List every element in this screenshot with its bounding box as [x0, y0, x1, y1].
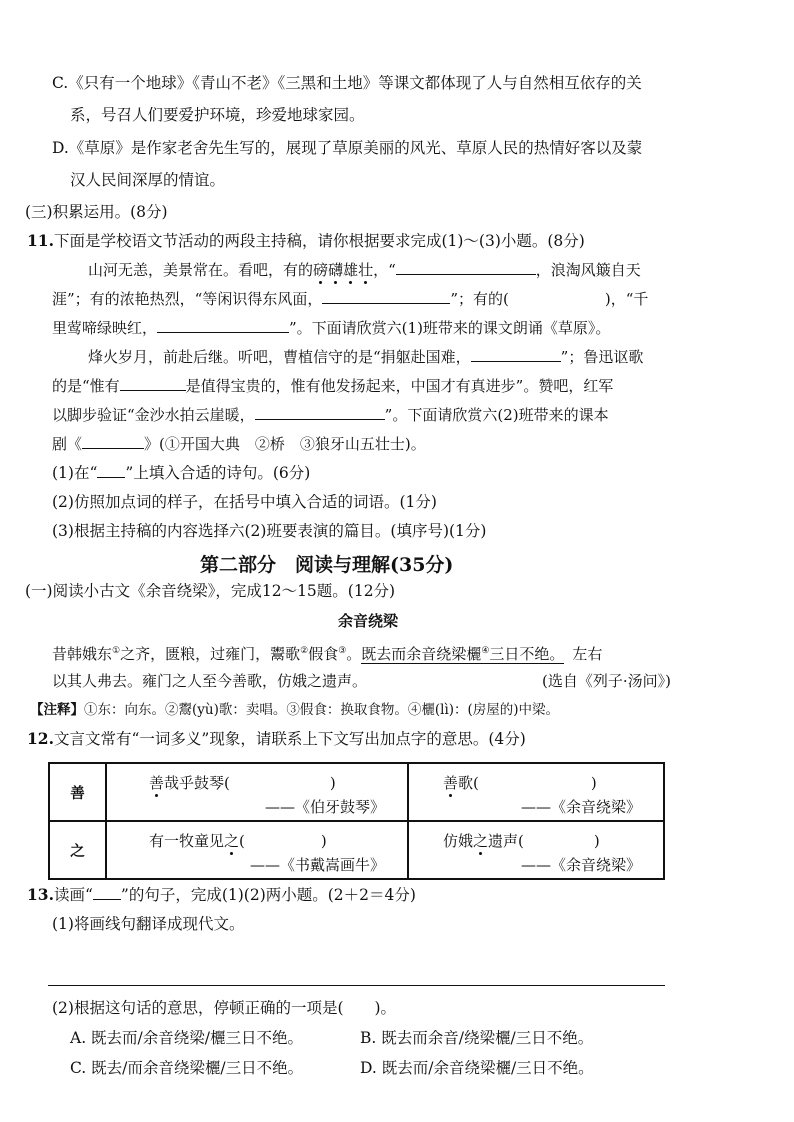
s1-a: (1)在“ — [52, 464, 98, 482]
story-u2: 三日不绝。 — [489, 645, 565, 663]
cell-source: ——《余音绕梁》 — [520, 798, 641, 816]
cell-text-a: 有一牧童见 — [149, 832, 225, 850]
p2-e: 以脚步验证“金沙水拍云崖暖， — [52, 406, 255, 424]
dotted-char: 善 — [443, 774, 459, 792]
dotted-char: 壮 — [358, 261, 374, 279]
story-e: 左右 — [572, 645, 603, 663]
dotted-char: 礴 — [328, 261, 344, 279]
q13-a: 读画“ — [53, 886, 93, 904]
option-d-line2: 汉人民间深厚的情谊。 — [70, 171, 226, 189]
question-13 — [27, 884, 416, 906]
sub-question-3: (3)根据主持稿的内容选择六(2)班要表演的篇目。(填序号)(1分) — [52, 522, 487, 540]
script-p1-line3 — [52, 317, 610, 339]
script-p2-line2 — [52, 375, 613, 397]
cell-source: ——《书戴嵩画牛》 — [249, 856, 385, 874]
cell-source: ——《伯牙鼓琴》 — [264, 798, 385, 816]
blank-4[interactable] — [471, 346, 561, 362]
blank-3[interactable] — [157, 317, 289, 333]
note-ref-4: ④ — [481, 646, 490, 656]
p1-f: )，“千 — [604, 290, 649, 308]
story-line1 — [52, 640, 602, 665]
close-paren: ) — [590, 774, 597, 792]
question-12 — [27, 728, 526, 750]
cell-text-b: 遗声( — [488, 832, 524, 850]
close-paren: ) — [329, 774, 336, 792]
p1-a: 山河无恙，美景常在。看吧，有的 — [88, 261, 314, 279]
p1-c: ，浪淘风簸自天 — [535, 261, 641, 279]
story-title: 余音绕梁 — [338, 612, 399, 630]
p2-h: 》(①开国大典 ②桥 ③狼牙山五壮士)。 — [144, 435, 426, 453]
option-c-line2: 系，号召人们要爱护环境，珍爱地球家园。 — [70, 106, 365, 124]
p2-d: 是值得宝贵的，惟有他发扬起来，中国才有真进步”。赞吧，红军 — [185, 377, 614, 395]
p2-b: ”；鲁迅讴歌 — [560, 348, 644, 366]
q13-sub-1: (1)将画线句翻译成现代文。 — [52, 915, 245, 933]
story-line2: 以其人弗去。雍门之人至今善歌，仿娥之遗声。 — [52, 672, 368, 690]
blank-7[interactable] — [82, 433, 144, 449]
option-d-line1: D.《草原》是作家老舍先生写的，展现了草原美丽的风光、草原人民的热情好客以及蒙 — [52, 139, 643, 157]
story-a: 昔韩娥东 — [52, 645, 113, 663]
sub-question-1 — [52, 462, 310, 484]
question-11 — [27, 230, 585, 252]
question-11-number: 11. — [27, 231, 54, 250]
script-p2-line3 — [52, 404, 609, 426]
dotted-char: 善 — [149, 774, 165, 792]
note-text: ①东：向东。②鬻(yù)歌：卖唱。③假食：换取食物。④欐(lì)：(房屋的)中梁。 — [84, 702, 560, 718]
p1-e: ”；有的( — [450, 290, 509, 308]
sub-question-2: (2)仿照加点词的样子，在括号中填入合适的词语。(1分) — [52, 493, 437, 511]
choice-d[interactable]: D. 既去而/余音绕梁欐/三日不绝。 — [360, 1059, 594, 1077]
p1-g: 里莺啼绿映红， — [52, 319, 158, 337]
choice-c[interactable]: C. 既去/而余音绕梁欐/三日不绝。 — [70, 1059, 304, 1077]
dotted-char: 雄 — [343, 261, 359, 279]
script-p2-line1 — [88, 346, 643, 368]
p1-d: 涯”；有的浓艳热烈，“等闲识得东风面， — [52, 290, 323, 308]
blank-2[interactable] — [322, 288, 450, 304]
sample-blank — [97, 462, 125, 478]
note-ref-3: ③ — [338, 646, 347, 656]
p2-f: ”。下面请欣赏六(2)班带来的课本 — [384, 406, 609, 424]
close-paren: ) — [320, 832, 327, 850]
table-key-zhi: 之 — [49, 821, 106, 879]
q12-text: 文言文常有“一词多义”现象，请联系上下文写出加点字的意思。(4分) — [53, 730, 526, 748]
script-p2-line4 — [52, 433, 426, 455]
table-cell — [106, 763, 408, 821]
p2-a: 烽火岁月，前赴后继。听吧，曹植信守的是“捐躯赴国难， — [88, 348, 471, 366]
part-2-title: 第二部分 阅读与理解(35分) — [200, 554, 454, 576]
script-p1-line2 — [52, 288, 648, 310]
cell-text-a: 仿娥 — [443, 832, 474, 850]
underlined-sentence — [361, 645, 564, 664]
cell-text-b: 哉乎鼓琴( — [164, 774, 230, 792]
table-row — [49, 821, 664, 879]
choice-a[interactable]: A. 既去而/余音绕梁/欐三日不绝。 — [70, 1029, 303, 1047]
cell-text — [149, 772, 336, 793]
story-u1: 既去而余音绕梁欐 — [361, 645, 482, 663]
note-ref-2: ② — [300, 646, 309, 656]
dotted-char: 之 — [473, 832, 489, 850]
section-3-heading: (三)积累运用。(8分) — [25, 203, 168, 221]
q13-number: 13. — [27, 885, 54, 904]
story-b: 之齐，匮粮，过雍门，鬻歌 — [120, 645, 301, 663]
question-11-text: 下面是学校语文节活动的两段主持稿，请你根据要求完成(1)～(3)小题。(8分) — [53, 232, 585, 250]
dotted-char: 磅 — [313, 261, 329, 279]
note-ref-1: ① — [112, 646, 121, 656]
story-c: 假食 — [308, 645, 339, 663]
table-row — [49, 763, 664, 821]
answer-line[interactable] — [48, 985, 665, 986]
story-d: 。 — [346, 645, 362, 663]
note-label: 【注释】 — [30, 702, 84, 718]
q13-sub-2: (2)根据这句话的意思，停顿正确的一项是( )。 — [52, 999, 397, 1017]
cell-text-b: 歌( — [458, 774, 479, 792]
table-cell — [106, 821, 408, 879]
s1-b: ”上填入合适的诗句。(6分) — [125, 464, 311, 482]
cell-text-b: ( — [239, 832, 245, 850]
reading-1-heading: (一)阅读小古文《余音绕梁》，完成12～15题。(12分) — [25, 582, 396, 600]
close-paren: ) — [593, 832, 600, 850]
cell-source: ——《余音绕梁》 — [520, 856, 641, 874]
blank-1[interactable] — [396, 259, 536, 275]
blank-6[interactable] — [255, 404, 385, 420]
blank-5[interactable] — [120, 375, 186, 391]
cell-text — [443, 772, 597, 793]
polysemy-table — [48, 762, 665, 880]
p1-h: ”。下面请欣赏六(1)班带来的课文朗诵《草原》。 — [289, 319, 611, 337]
q12-number: 12. — [27, 729, 54, 748]
p2-c: 的是“惟有 — [52, 377, 120, 395]
table-key-shan: 善 — [49, 763, 106, 821]
option-c-line1: C.《只有一个地球》《青山不老》《三黑和土地》等课文都体现了人与自然相互依存的关 — [52, 74, 642, 92]
q13-b: ”的句子，完成(1)(2)两小题。(2＋2＝4分) — [120, 886, 416, 904]
table-cell — [408, 821, 664, 879]
script-p1-line1 — [88, 259, 641, 281]
underline-sample — [93, 884, 121, 900]
p1-dotted — [313, 261, 373, 279]
p2-g: 剧《 — [52, 435, 83, 453]
annotation — [30, 699, 559, 721]
choice-b[interactable]: B. 既去而余音/绕梁欐/三日不绝。 — [360, 1029, 594, 1047]
cell-text — [443, 830, 600, 851]
dotted-char: 之 — [224, 832, 240, 850]
p1-b: ，“ — [373, 261, 396, 279]
table-cell — [408, 763, 664, 821]
story-source: (选自《列子·汤问》) — [542, 672, 671, 690]
cell-text — [149, 830, 327, 851]
